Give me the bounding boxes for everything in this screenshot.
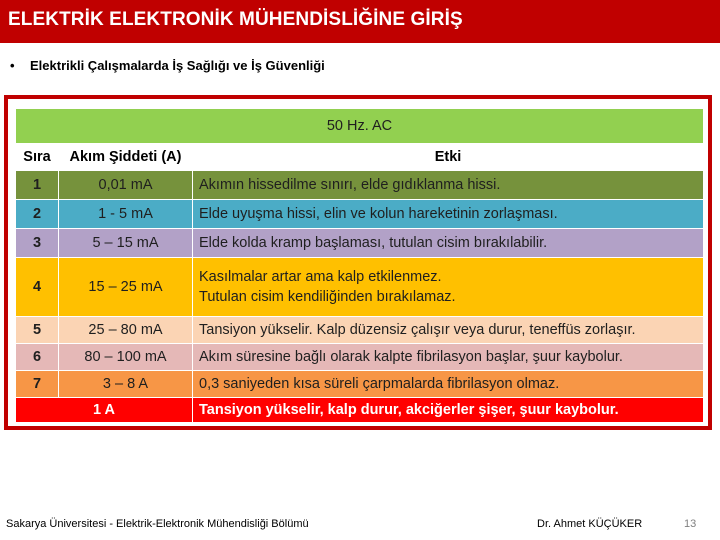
row-number: 3 (16, 229, 59, 258)
row-current: 1 A (16, 398, 193, 423)
column-header-effect: Etki (193, 144, 704, 171)
row-number: 1 (16, 171, 59, 200)
bullet-text: Elektrikli Çalışmalarda İş Sağlığı ve İş Güvenliği (30, 58, 325, 73)
row-current: 5 – 15 mA (59, 229, 193, 258)
row-number: 7 (16, 371, 59, 398)
column-header-no: Sıra (16, 144, 59, 171)
row-effect: Tansiyon yükselir, kalp durur, akciğerler şişer, şuur kaybolur. (193, 398, 704, 423)
title-bar (0, 0, 720, 43)
row-current: 3 – 8 A (59, 371, 193, 398)
row-current: 0,01 mA (59, 171, 193, 200)
row-effect: Akım süresine bağlı olarak kalpte fibrilasyon başlar, şuur kaybolur. (193, 344, 704, 371)
table-row (16, 200, 704, 229)
table-row (16, 171, 704, 200)
table-caption: 50 Hz. AC (16, 109, 704, 144)
table-row (16, 371, 704, 398)
table-caption-row (16, 109, 704, 144)
row-number: 6 (16, 344, 59, 371)
page-number: 13 (684, 518, 697, 530)
table-row (16, 344, 704, 371)
bullet-symbol: • (10, 58, 15, 73)
row-number: 4 (16, 258, 59, 317)
row-effect: Akımın hissedilme sınırı, elde gıdıklanma hissi. (193, 171, 704, 200)
row-current: 80 – 100 mA (59, 344, 193, 371)
row-effect: 0,3 saniyeden kısa süreli çarpmalarda fibrilasyon olmaz. (193, 371, 704, 398)
footer-institution: Sakarya Üniversitesi - Elektrik-Elektronik Mühendisliği Bölümü (6, 518, 309, 530)
row-effect-multiline (193, 258, 704, 317)
row-number: 5 (16, 317, 59, 344)
slide-title: ELEKTRİK ELEKTRONİK MÜHENDİSLİĞİNE GİRİŞ (8, 9, 463, 30)
row-effect: Elde uyuşma hissi, elin ve kolun hareketinin zorlaşması. (193, 200, 704, 229)
electric-shock-table (15, 108, 704, 423)
row-effect: Tansiyon yükselir. Kalp düzensiz çalışır veya durur, teneffüs zorlaşır. (193, 317, 704, 344)
row-effect-line-1: Kasılmalar artar ama kalp etkilenmez. (199, 269, 442, 285)
row-current: 25 – 80 mA (59, 317, 193, 344)
row-number: 2 (16, 200, 59, 229)
column-header-current: Akım Şiddeti (A) (59, 144, 193, 171)
row-effect-line-2: Tutulan cisim kendiliğinden bırakılamaz. (199, 289, 456, 305)
row-current: 1 - 5 mA (59, 200, 193, 229)
row-current: 15 – 25 mA (59, 258, 193, 317)
table-row (16, 317, 704, 344)
row-effect: Elde kolda kramp başlaması, tutulan cisim bırakılabilir. (193, 229, 704, 258)
bullet-item (10, 58, 325, 73)
table-row (16, 258, 704, 317)
table-row (16, 229, 704, 258)
table-header-row (16, 144, 704, 171)
table-row-fatal (16, 398, 704, 423)
footer-author: Dr. Ahmet KÜÇÜKER (537, 518, 643, 530)
